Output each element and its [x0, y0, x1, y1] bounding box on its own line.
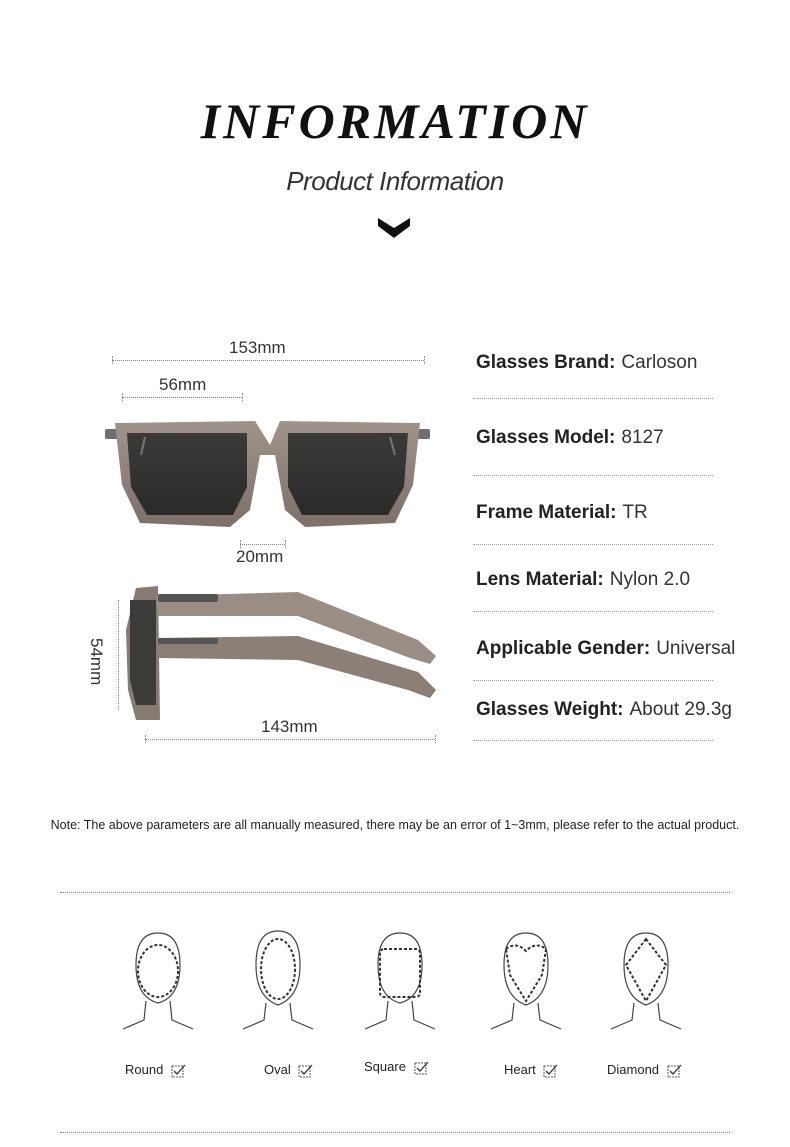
- glasses-side-view: [118, 580, 440, 725]
- face-label-oval: [264, 1062, 314, 1078]
- tick: [424, 356, 425, 364]
- face-shape-name: Oval: [264, 1062, 291, 1077]
- page-title: INFORMATION: [200, 93, 590, 149]
- spec-divider: [473, 475, 713, 476]
- spec-divider: [473, 680, 713, 681]
- temple-length-label: 143mm: [261, 717, 318, 736]
- spec-lens-material: [476, 569, 690, 591]
- spec-value: TR: [622, 502, 648, 523]
- tick: [242, 393, 243, 401]
- spec-key: Glasses Weight:: [476, 699, 624, 720]
- spec-frame-material: [476, 502, 648, 524]
- spec-value: Nylon 2.0: [609, 569, 691, 590]
- spec-value: Universal: [656, 638, 736, 659]
- spec-gender: [476, 638, 735, 660]
- checkbox-checked-icon: [414, 1061, 430, 1075]
- face-shape-name: Round: [125, 1062, 164, 1077]
- measurement-note: Note: The above parameters are all manually measured, there may be an error of 1~3mm, please refer to the actual product.: [50, 818, 740, 832]
- tick: [122, 393, 123, 401]
- spec-key: Lens Material:: [476, 569, 604, 590]
- tick: [435, 735, 436, 743]
- spec-value: Carloson: [621, 352, 698, 373]
- heart-face-icon: [486, 925, 566, 1040]
- face-label-heart: [504, 1062, 559, 1078]
- bridge-label: 20mm: [236, 547, 284, 566]
- total-width-label: 153mm: [229, 338, 286, 357]
- spec-divider: [473, 544, 713, 545]
- spec-key: Glasses Model:: [476, 427, 616, 448]
- face-shape-name: Heart: [504, 1062, 536, 1077]
- glasses-front-view: [105, 415, 430, 535]
- face-label-round: [125, 1062, 187, 1078]
- diamond-face-icon: [606, 925, 686, 1040]
- checkbox-checked-icon: [171, 1064, 187, 1078]
- lens-height-label: 54mm: [87, 638, 106, 686]
- spec-weight: [476, 699, 732, 721]
- oval-face-icon: [238, 925, 318, 1040]
- spec-key: Applicable Gender:: [476, 638, 651, 659]
- checkbox-checked-icon: [298, 1064, 314, 1078]
- spec-key: Glasses Brand:: [476, 352, 616, 373]
- spec-value: 8127: [621, 427, 664, 448]
- face-shape-name: Square: [364, 1059, 406, 1074]
- bridge-line: [240, 544, 285, 545]
- tick: [112, 356, 113, 364]
- square-face-icon: [360, 925, 440, 1040]
- face-shape-name: Diamond: [607, 1062, 660, 1077]
- temple-length-line: [145, 739, 435, 740]
- round-face-icon: [118, 925, 198, 1040]
- total-width-line: [112, 360, 424, 361]
- tick: [145, 735, 146, 743]
- bottom-divider: [60, 1132, 730, 1133]
- chevron-down-icon: [376, 214, 412, 240]
- checkbox-checked-icon: [667, 1064, 683, 1078]
- spec-divider: [473, 740, 713, 741]
- section-divider: [60, 892, 730, 893]
- lens-width-line: [122, 397, 242, 398]
- spec-divider: [473, 611, 713, 612]
- checkbox-checked-icon: [543, 1064, 559, 1078]
- face-label-diamond: [607, 1062, 683, 1078]
- spec-key: Frame Material:: [476, 502, 617, 523]
- spec-value: About 29.3g: [629, 699, 732, 720]
- lens-width-label: 56mm: [159, 375, 207, 394]
- spec-model: [476, 427, 664, 449]
- face-label-square: [364, 1059, 430, 1075]
- page-subtitle: Product Information: [286, 166, 504, 196]
- spec-brand: [476, 352, 697, 374]
- tick: [285, 540, 286, 548]
- spec-divider: [473, 398, 713, 399]
